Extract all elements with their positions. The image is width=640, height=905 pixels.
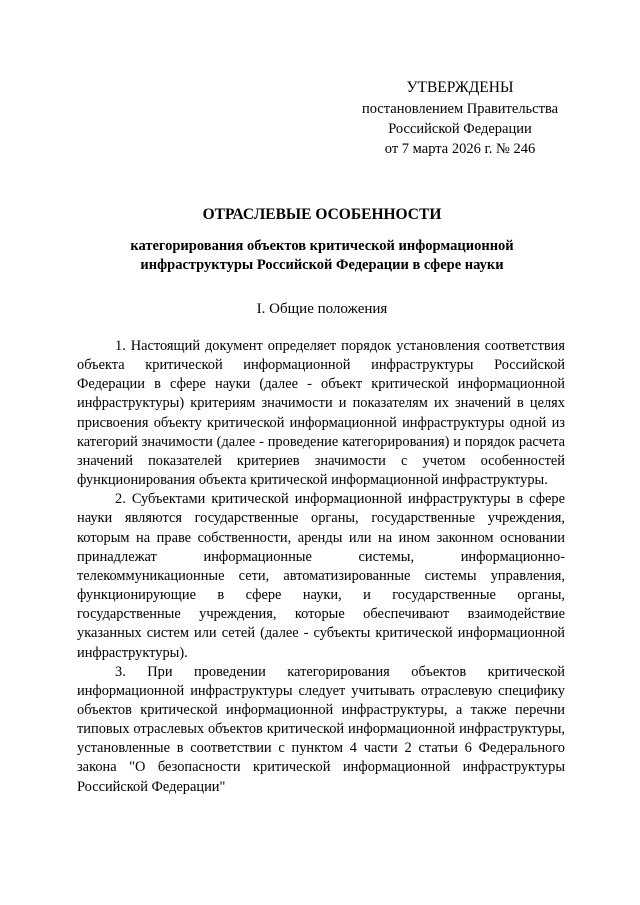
approval-block	[330, 78, 590, 159]
paragraph-2: 2. Субъектами критической информационной инфраструктуры в сфере науки являются государственные органы, государственные учреждения, которым на праве собственности, аренды или на ином законном основании принадлежат информационные системы, информационно-телекоммуникационные сети, автоматизированные системы управления, функционирующие в сфере науки, и государственные органы, государственные учреждения, которые обеспечивают взаимодействие указанных систем или сетей (далее - субъекты критической информационной инфраструктуры).	[77, 491, 565, 661]
document-body	[77, 337, 565, 797]
section-heading: I. Общие положения	[256, 301, 388, 317]
approval-line-federation: Российской Федерации	[388, 121, 532, 137]
approval-line-decree: постановлением Правительства	[361, 101, 559, 117]
approval-heading: УТВЕРЖДЕНЫ	[406, 79, 514, 96]
paragraph-3: 3. При проведении категорирования объектов критической информационной инфраструктуры следует учитывать отраслевую специфику объектов критической информационной инфраструктуры, а также перечни типовых отраслевых объектов критической информационной инфраструктуры, установленные в соответствии с пунктом 4 части 2 статьи 6 Федерального закона "О безопасности критической информационной инфраструктуры Российской Федерации"	[77, 663, 565, 795]
paragraph-1: 1. Настоящий документ определяет порядок установления соответствия объекта критической информационной инфраструктуры Российской Федерации в сфере науки (далее - объект критической информационной инфраструктуры) критериям значимости и показателям их значений в целях присвоения объекту критической информационной инфраструктуры одной из категорий значимости (далее - проведение категорирования) и порядок расчета значений показателей критериев значимости с учетом особенностей функционирования объекта критической информационной инфраструктуры.	[77, 338, 565, 489]
approval-line-date: от 7 марта 2026 г. № 246	[384, 141, 536, 157]
document-title: ОТРАСЛЕВЫЕ ОСОБЕННОСТИ	[202, 206, 442, 223]
document-title-block	[80, 205, 564, 275]
document-subtitle: категорирования объектов критической информационной инфраструктуры Российской Федерации в сфере науки	[130, 238, 514, 273]
